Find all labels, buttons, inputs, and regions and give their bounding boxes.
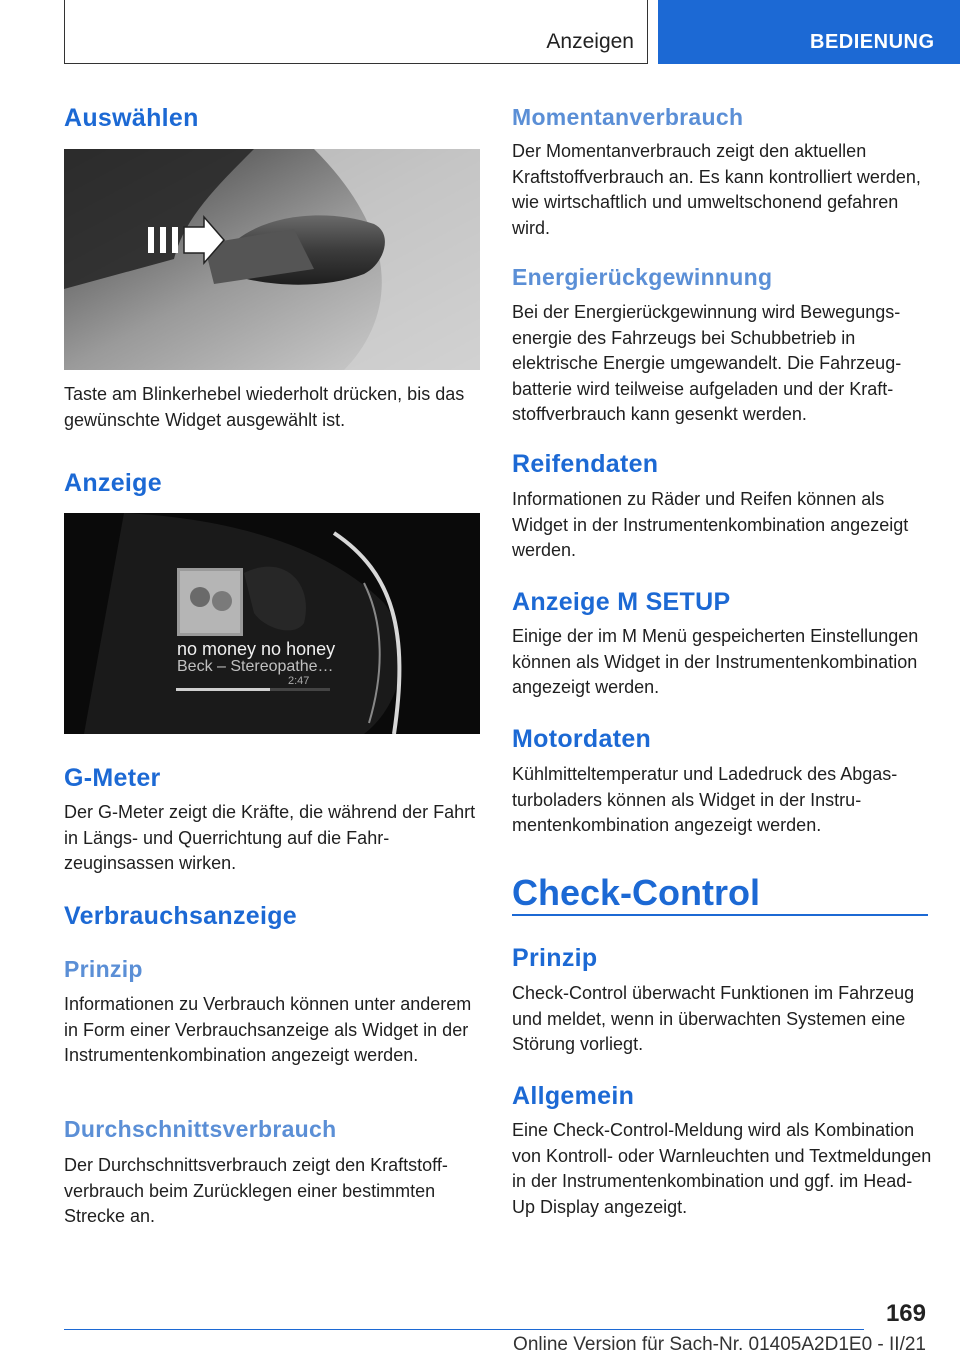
paragraph-motordaten: Kühlmitteltemperatur und Ladedruck des Abgasturboladers können als Widget in der Instrumentenkombination angezeigt werden. (512, 764, 898, 835)
heading-anzeige-m-setup: Anzeige M SETUP (512, 588, 731, 616)
page-number: 169 (885, 1300, 926, 1327)
check-control-rule (512, 914, 928, 916)
paragraph-reifendaten: Informationen zu Räder und Reifen können als Widget in der Instrumentenkombination angezeigt werden. (512, 489, 909, 560)
paragraph-gmeter: Der G-Meter zeigt die Kräfte, die während der Fahrt in Längs- und Querrichtung auf die Fahrzeuginsassen wirken. (64, 802, 476, 873)
paragraph-momentanverbrauch: Der Momentanverbrauch zeigt den aktuellen Kraftstoffverbrauch an. Es kann kontrolliert werden, wie wirtschaftlich und umweltschonend gefahren wird. (512, 141, 921, 238)
instrument-display-image (64, 513, 480, 734)
footer-online-version: Online Version für Sach-Nr. 01405A2D1E0 - II/21 (513, 1334, 926, 1355)
header-section-title: Anzeigen (546, 30, 634, 53)
paragraph-auswaehlen: Taste am Blinkerhebel wiederholt drücken, bis das gewünschte Widget ausgewählt ist. (64, 384, 465, 430)
heading-verbrauchsanzeige: Verbrauchsanzeige (64, 902, 297, 930)
paragraph-anzeige-m-setup: Einige der im M Menü gespeicherten Einstellungen können als Widget in der Instrumentenkombination angezeigt werden. (512, 626, 919, 697)
footer-rule (64, 1329, 864, 1330)
turn-signal-lever-image (64, 149, 480, 370)
heading-prinzip: Prinzip (64, 956, 143, 982)
heading-allgemein: Allgemein (512, 1082, 635, 1110)
paragraph-durchschnittsverbrauch: Der Durchschnittsverbrauch zeigt den Kraftstoffverbrauch beim Zurücklegen einer bestimmten Strecke an. (64, 1155, 448, 1226)
paragraph-allgemein: Eine Check-Control-Meldung wird als Kombination von Kontroll- oder Warnleuchten und Textmeldungen in der Instrumentenkombination und ggf. im Head-Up Display angezeigt. (512, 1120, 932, 1217)
media-time: 2:47 (288, 675, 310, 687)
media-song-title: no money no honey (177, 639, 336, 659)
paragraph-cc-prinzip: Check-Control überwacht Funktionen im Fahrzeug und meldet, wenn in überwachten Systemen eine Störung vorliegt. (512, 983, 915, 1054)
heading-momentanverbrauch: Momentanverbrauch (512, 104, 744, 130)
heading-gmeter: G-Meter (64, 764, 161, 792)
heading-check-control: Check-Control (512, 872, 761, 913)
heading-cc-prinzip: Prinzip (512, 944, 598, 972)
heading-energierueckgewinnung: Energierückgewinnung (512, 264, 773, 290)
paragraph-prinzip: Informationen zu Verbrauch können unter anderem in Form einer Verbrauchsanzeige als Widget in der Instrumentenkombination angezeigt werden. (64, 994, 472, 1065)
header-chapter-tab: BEDIENUNG (658, 0, 960, 64)
media-artist: Beck – Stereopathe… (177, 658, 334, 675)
paragraph-energierueckgewinnung: Bei der Energierückgewinnung wird Bewegungsenergie des Fahrzeugs bei Schubbetrieb in elektrische Energie umgewandelt. Die Fahrzeugbatterie wird teilweise aufgeladen und der Kraftstoffverbrauch kann gesenkt werden. (512, 302, 902, 424)
heading-auswaehlen: Auswählen (64, 104, 199, 132)
heading-motordaten: Motordaten (512, 725, 652, 753)
heading-anzeige: Anzeige (64, 469, 162, 497)
heading-durchschnittsverbrauch: Durchschnittsverbrauch (64, 1116, 337, 1142)
heading-reifendaten: Reifendaten (512, 450, 659, 478)
